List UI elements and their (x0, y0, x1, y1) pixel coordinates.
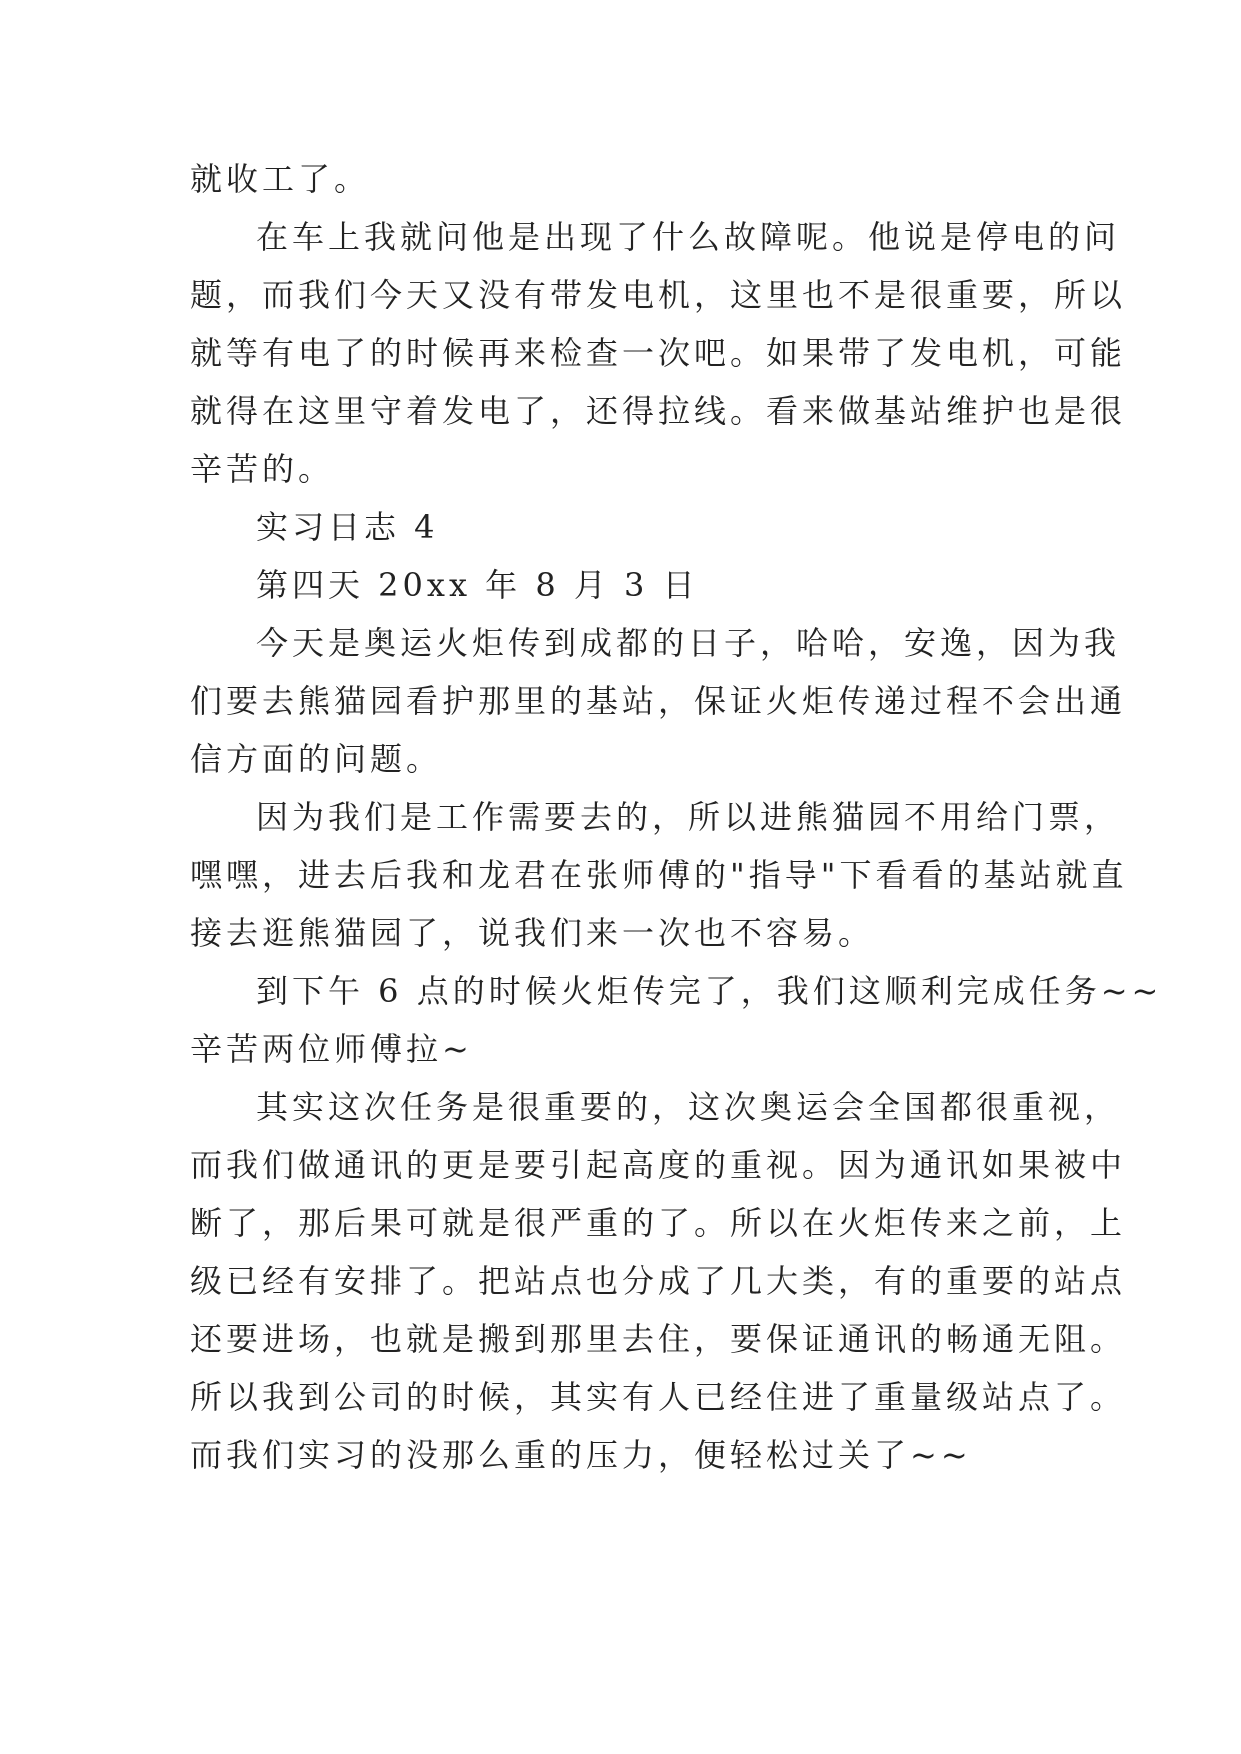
text-line: 而我们实习的没那么重的压力，便轻松过关了~~ (190, 1436, 972, 1474)
text-line: 辛苦两位师傅拉~ (190, 1030, 473, 1068)
text-line: 接去逛熊猫园了，说我们来一次也不容易。 (190, 914, 875, 952)
text-line: 断了，那后果可就是很严重的了。所以在火炬传来之前，上 (190, 1204, 1127, 1242)
text-line: 就收工了。 (190, 160, 371, 198)
text-line: 就等有电了的时候再来检查一次吧。如果带了发电机，可能 (190, 334, 1127, 372)
text-line: 到下午 6 点的时候火炬传完了，我们这顺利完成任务~~ (256, 972, 1163, 1010)
text-line: 今天是奥运火炬传到成都的日子，哈哈，安逸，因为我 (256, 624, 1121, 662)
text-line: 实习日志 4 (256, 508, 439, 546)
text-line: 第四天 20xx 年 8 月 3 日 (256, 566, 699, 604)
text-line: 嘿嘿，进去后我和龙君在张师傅的"指导"下看看的基站就直 (190, 856, 1128, 894)
text-line: 所以我到公司的时候，其实有人已经住进了重量级站点了。 (190, 1378, 1127, 1416)
text-line: 而我们做通讯的更是要引起高度的重视。因为通讯如果被中 (190, 1146, 1127, 1184)
text-line: 还要进场，也就是搬到那里去住，要保证通讯的畅通无阻。 (190, 1320, 1127, 1358)
text-line: 们要去熊猫园看护那里的基站，保证火炬传递过程不会出通 (190, 682, 1127, 720)
text-line: 题，而我们今天又没有带发电机，这里也不是很重要，所以 (190, 276, 1127, 314)
text-line: 辛苦的。 (190, 450, 335, 488)
text-line: 在车上我就问他是出现了什么故障呢。他说是停电的问 (256, 218, 1121, 256)
text-line: 其实这次任务是很重要的，这次奥运会全国都很重视， (256, 1088, 1121, 1126)
text-line: 信方面的问题。 (190, 740, 443, 778)
text-line: 因为我们是工作需要去的，所以进熊猫园不用给门票， (256, 798, 1121, 836)
text-line: 级已经有安排了。把站点也分成了几大类，有的重要的站点 (190, 1262, 1127, 1300)
text-line: 就得在这里守着发电了，还得拉线。看来做基站维护也是很 (190, 392, 1127, 430)
document-body (190, 150, 1163, 1484)
